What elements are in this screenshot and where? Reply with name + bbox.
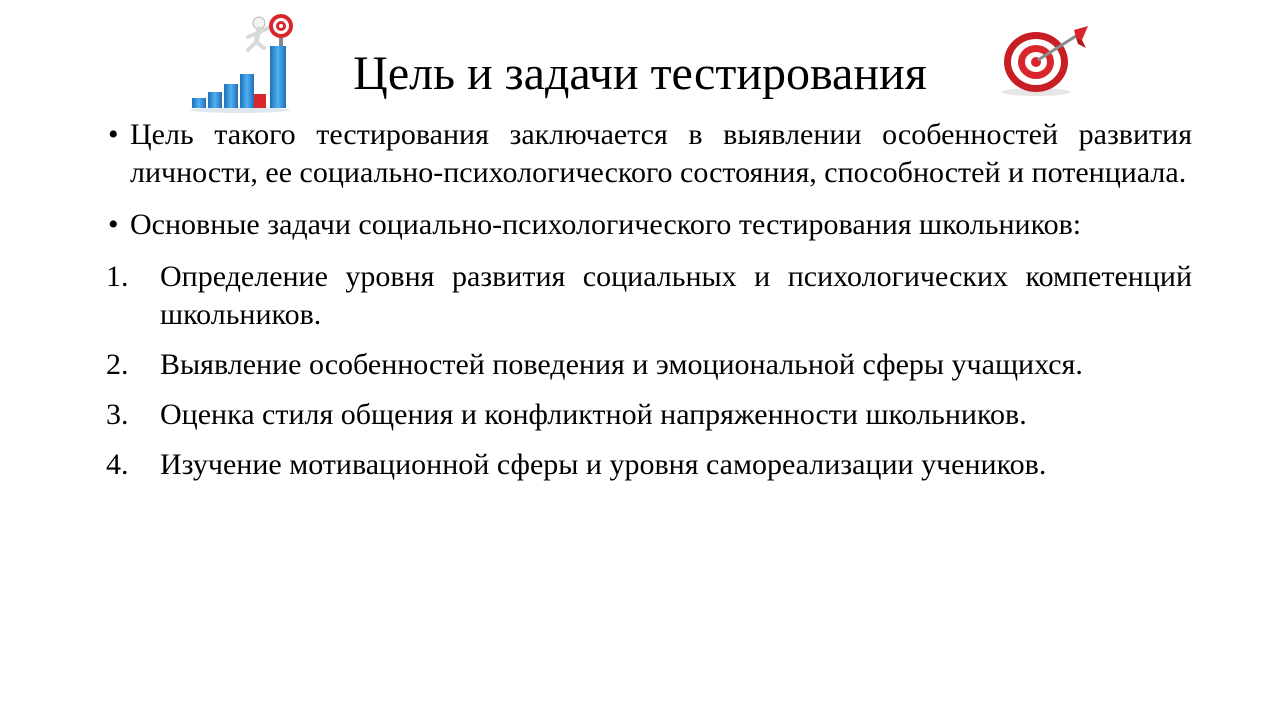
bullet-item-goal [100, 116, 1192, 192]
page-title: Цель и задачи тестирования [353, 47, 927, 100]
numbered-item-1 [100, 258, 1192, 334]
bullet-marker: • [108, 208, 119, 241]
bullet-marker: • [108, 118, 119, 151]
numbered-text: Оценка стиля общения и конфликтной напряженности школьников. [160, 398, 1027, 431]
number-marker: 1. [106, 260, 129, 293]
numbered-text: Изучение мотивационной сферы и уровня самореализации учеников. [160, 448, 1047, 481]
numbered-text: Выявление особенностей поведения и эмоциональной сферы учащихся. [160, 348, 1083, 381]
number-marker: 2. [106, 348, 129, 381]
numbered-item-3 [100, 396, 1192, 434]
bullet-item-tasks [100, 206, 1192, 244]
target-dart-icon [996, 22, 1094, 98]
slide-content [100, 116, 1192, 496]
numbered-item-4 [100, 446, 1192, 484]
numbered-text: Определение уровня развития социальных и психологических компетенций школьников. [160, 260, 1192, 331]
number-marker: 4. [106, 448, 129, 481]
number-marker: 3. [106, 398, 129, 431]
bullet-text: Основные задачи социально-психологического тестирования школьников: [130, 208, 1082, 241]
bullet-text: Цель такого тестирования заключается в выявлении особенностей развития личности, ее социально-психологического состояния, способностей и потенциала. [130, 118, 1192, 189]
numbered-item-2 [100, 346, 1192, 384]
